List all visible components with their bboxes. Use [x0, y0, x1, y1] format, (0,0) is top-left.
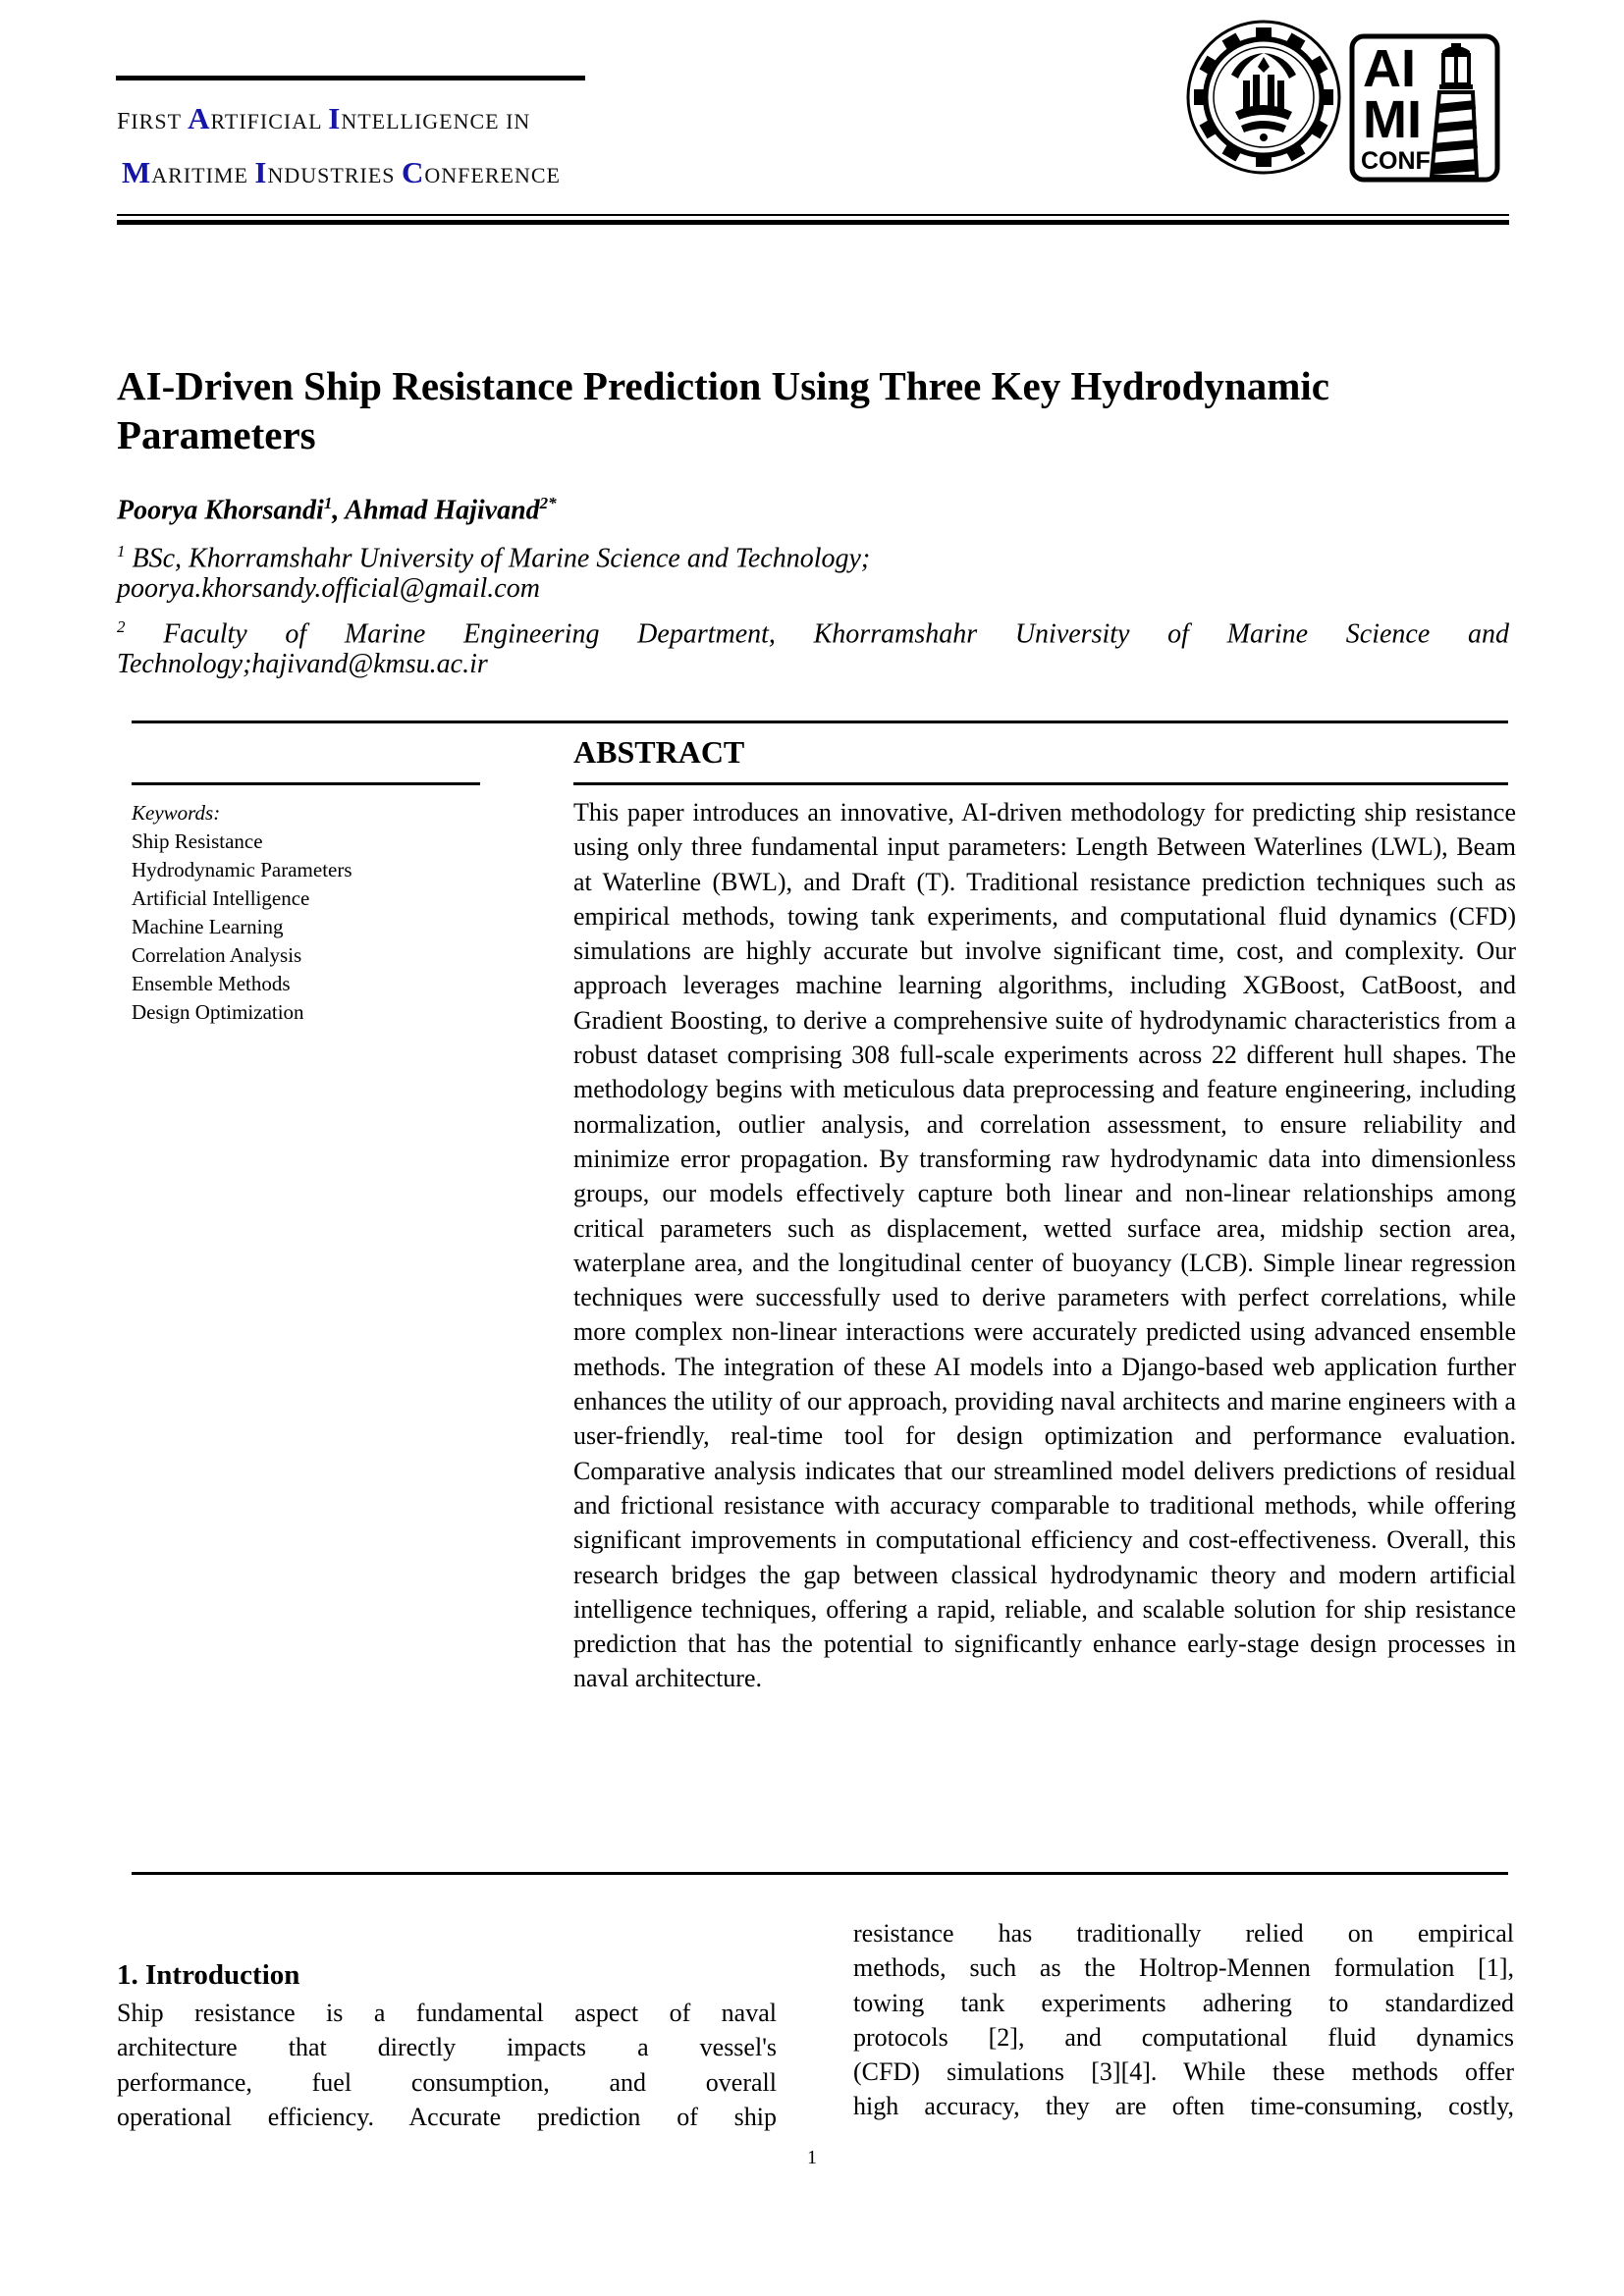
affiliation-text: BSc, Khorramshahr University of Marine Science and Technology; — [125, 543, 871, 574]
author-separator: , — [332, 495, 346, 526]
author-affiliation-mark: 1 — [323, 494, 333, 512]
header-double-rule-thick — [117, 220, 1509, 225]
conference-text: NTELLIGENCE IN — [341, 109, 531, 133]
header-double-rule-thin — [117, 214, 1509, 216]
conference-initial: I — [254, 155, 268, 189]
keyword-item: Ensemble Methods — [132, 972, 291, 995]
conference-text: ONFERENCE — [424, 163, 561, 187]
text-line: (CFD) simulations [3][4]. While these methods offer — [853, 2057, 1514, 2087]
text-line: methods, such as the Holtrop-Mennen formulation [1], — [853, 1953, 1514, 1983]
conference-text: ARITIME — [151, 163, 255, 187]
svg-text:CONF: CONF — [1361, 147, 1431, 175]
keyword-item: Hydrodynamic Parameters — [132, 858, 352, 881]
email-link[interactable]: poorya.khorsandy.official@gmail.com — [117, 573, 540, 604]
introduction-left-column — [117, 1996, 777, 2134]
text-line: Ship resistance is a fundamental aspect of naval — [117, 1999, 777, 2027]
keyword-item: Ship Resistance — [132, 829, 263, 853]
text-line: performance, fuel consumption, and overall — [117, 2067, 777, 2097]
introduction-heading: 1. Introduction — [117, 1959, 300, 1991]
abstract-heading: ABSTRACT — [573, 734, 745, 770]
affiliation-2-continued — [117, 646, 1509, 683]
conference-initial: M — [122, 155, 152, 189]
text-line: high accuracy, they are often time-consuming, costly, — [853, 2092, 1514, 2121]
text-line: operational efficiency. Accurate prediction of ship — [117, 2102, 777, 2131]
section-top-rule — [132, 721, 1508, 723]
text-line: protocols [2], and computational fluid dynamics — [853, 2022, 1514, 2052]
keywords-label: Keywords: — [132, 801, 221, 825]
affiliation-mark: 1 — [117, 542, 126, 561]
affiliation-mark: 2 — [117, 617, 126, 636]
section-bottom-rule — [132, 1872, 1508, 1875]
conference-initial: C — [402, 155, 425, 189]
author-name: Poorya Khorsandi — [117, 495, 324, 526]
conference-text: F — [117, 109, 132, 134]
header-top-rule — [116, 76, 585, 80]
keyword-item: Machine Learning — [132, 915, 284, 938]
university-logo-icon — [1184, 18, 1343, 177]
keywords-top-rule — [132, 782, 480, 785]
conference-name-line-2 — [122, 155, 561, 190]
author-list — [117, 494, 557, 526]
page-number: 1 — [807, 2147, 817, 2168]
conference-logo-icon — [1349, 33, 1500, 183]
text-line: resistance has traditionally relied on empirical — [853, 1919, 1514, 1948]
conference-text: NDUSTRIES — [267, 163, 403, 187]
svg-text:MI: MI — [1363, 90, 1422, 149]
text-line: architecture that directly impacts a vessel's — [117, 2033, 777, 2062]
author-affiliation-mark: 2* — [539, 494, 557, 512]
abstract-body: This paper introduces an innovative, AI-driven methodology for predicting ship resistance using only three fundamental input parameters: Length Between Waterlines (LWL), Beam at Waterline (BWL), and Draft (T). Traditional resistance prediction techniques such as empirical methods, towing tank experiments, and computational fluid dynamics (CFD) simulations are highly accurate but involve significant time, cost, and complexity. Our approach leverages machine learning algorithms, including XGBoost, CatBoost, and Gradient Boosting, to derive a comprehensive suite of hydrodynamic characteristics from a robust dataset comprising 308 full-scale experiments across 22 different hull shapes. The methodology begins with meticulous data preprocessing and feature engineering, including normalization, outlier analysis, and correlation assessment, to ensure reliability and minimize error propagation. By transforming raw hydrodynamic data into dimensionless groups, our models effectively capture both linear and non-linear relationships among critical parameters such as displacement, wetted surface area, midship section area, waterplane area, and the longitudinal center of buoyancy (LCB). Simple linear regression techniques were successfully used to derive parameters with perfect correlations, while more complex non-linear interactions were accurately predicted using advanced ensemble methods. The integration of these AI models into a Django-based web application further enhances the utility of our approach, providing naval architects and marine engineers with a user-friendly, real-time tool for design optimization and performance evaluation. Comparative analysis indicates that our streamlined model delivers predictions of residual and frictional resistance with accuracy comparable to traditional methods, while offering significant improvements in computational efficiency and cost-effectiveness. Overall, this research bridges the gap between classical hydrodynamic theory and modern artificial intelligence techniques, offering a rapid, reliable, and scalable solution for ship resistance prediction that has the potential to significantly enhance early-stage design processes in naval architecture. — [573, 798, 1516, 1693]
text-line: towing tank experiments adhering to standardized — [853, 1988, 1514, 2017]
author-email-1[interactable] — [117, 570, 1509, 608]
affiliation-text-email: Technology;hajivand@kmsu.ac.ir — [117, 649, 488, 679]
abstract-heading-rule — [573, 782, 1508, 785]
keyword-item: Artificial Intelligence — [132, 886, 310, 910]
affiliation-text: Faculty of Marine Engineering Department, Khorramshahr University of Marine Science and — [125, 618, 1509, 650]
keywords-box — [132, 799, 352, 1027]
conference-initial: I — [328, 101, 342, 135]
introduction-right-column — [853, 1916, 1514, 2124]
keyword-item: Design Optimization — [132, 1000, 304, 1024]
conference-text: IRST — [131, 109, 189, 133]
conference-text: RTIFICIAL — [210, 109, 329, 133]
conference-name-line-1 — [117, 101, 530, 136]
svg-text:AI: AI — [1363, 39, 1416, 98]
keyword-item: Correlation Analysis — [132, 943, 302, 967]
conference-initial: A — [188, 101, 211, 135]
author-name: Ahmad Hajivand — [345, 495, 540, 526]
paper-title: AI-Driven Ship Resistance Prediction Using Three Key Hydrodynamic Parameters — [117, 363, 1329, 457]
